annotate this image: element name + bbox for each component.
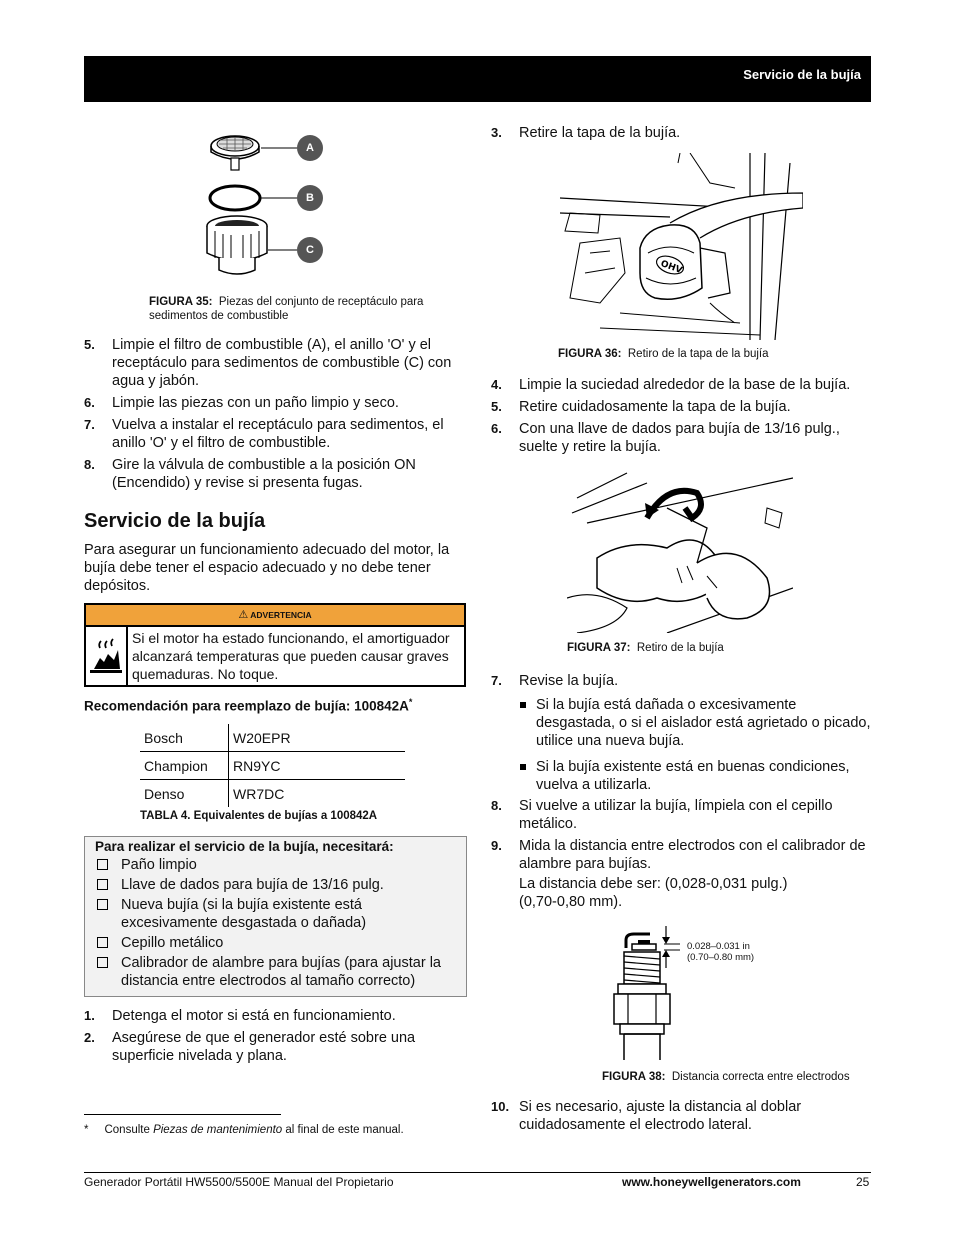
bottom-steps-list <box>84 1007 466 1069</box>
list-item: 6. Limpie las piezas con un paño limpio y seco. <box>84 395 399 411</box>
ohv-text: OHV <box>659 259 684 277</box>
step-7 <box>491 672 871 694</box>
checkbox-icon <box>97 957 108 968</box>
gap-inches: 0.028–0.031 in <box>687 941 750 952</box>
gap-mm: (0.70–0.80 mm) <box>687 952 755 963</box>
checkbox-icon <box>97 937 108 948</box>
list-item: Llave de dados para bujía de 13/16 pulg. <box>95 876 456 894</box>
figure-36-illustration <box>560 153 803 340</box>
section-title: Servicio de la bujía <box>84 510 266 532</box>
step-7-bullets <box>491 696 871 802</box>
header-bar <box>84 56 871 102</box>
list-item: 8. Si vuelve a utilizar la bujía, límpiela con el cepillo metálico. <box>491 798 833 832</box>
hot-surface-icon <box>86 627 128 685</box>
footer-url[interactable]: www.honeywellgenerators.com <box>622 1175 801 1189</box>
footnote: * Consulte Piezas de mantenimiento al final de este manual. <box>84 1124 404 1136</box>
list-item: 10. Si es necesario, ajuste la distancia al doblar cuidadosamente el electrodo lateral. <box>491 1099 802 1133</box>
footer-divider <box>84 1172 871 1173</box>
table-4-caption: TABLA 4. Equivalentes de bujías a 100842A <box>140 810 378 822</box>
list-item: 3. Retire la tapa de la bujía. <box>491 125 681 141</box>
list-item: Nueva bujía (si la bujía existente está excesivamente desgastada o dañada) <box>95 896 456 932</box>
table-row: Bosch W20EPR <box>140 724 405 752</box>
label-a-badge: A <box>297 135 323 161</box>
list-item: 2. Asegúrese de que el generador esté sobre una superficie nivelada y plana. <box>84 1030 416 1064</box>
list-item: 5. Limpie el filtro de combustible (A), el anillo 'O' y el receptáculo para sedimentos de combustible (C) con agua y jabón. <box>84 337 452 389</box>
checkbox-icon <box>97 879 108 890</box>
list-item: 7. Revise la bujía. <box>491 673 619 689</box>
spark-plug-equivalents-table <box>140 724 405 807</box>
warning-header <box>86 605 464 627</box>
table-row: Denso WR7DC <box>140 780 405 808</box>
figure-38-caption: FIGURA 38: Distancia correcta entre electrodos <box>602 1071 850 1083</box>
figure-37-illustration <box>567 468 793 633</box>
recommendation-text: Recomendación para reemplazo de bujía: 100842A <box>84 698 409 714</box>
list-item: 8. Gire la válvula de combustible a la posición ON (Encendido) y revise si presenta fugas. <box>84 457 416 491</box>
footnote-mark: * <box>84 1124 89 1136</box>
bullet-icon <box>520 764 526 770</box>
gap-labels <box>687 941 754 963</box>
gap-note: La distancia debe ser: (0,028-0,031 pulg.) (0,70-0,80 mm). <box>519 876 788 910</box>
page-number: 25 <box>856 1175 870 1189</box>
list-item: Si la bujía está dañada o excesivamente desgastada, o si el aislador está agrietado o picado, utilice una nueva bujía. <box>519 696 871 750</box>
list-item: 4. Limpie la suciedad alrededor de la base de la bujía. <box>491 377 851 393</box>
label-b-badge: B <box>297 185 323 211</box>
right-steps-b <box>491 797 871 877</box>
step-10 <box>491 1098 871 1138</box>
tools-needed-box <box>84 836 467 997</box>
warning-body <box>86 627 464 685</box>
figure-37-caption: FIGURA 37: Retiro de la bujía <box>567 642 724 654</box>
checkbox-icon <box>97 899 108 910</box>
left-steps-list <box>84 336 466 496</box>
list-item: Cepillo metálico <box>95 934 456 952</box>
list-item: 1. Detenga el motor si está en funcionamiento. <box>84 1008 396 1024</box>
recommendation-line <box>84 697 412 714</box>
checkbox-icon <box>97 859 108 870</box>
recommendation-mark: * <box>408 697 413 707</box>
tools-title: Para realizar el servicio de la bujía, necesitará: <box>95 839 394 854</box>
warning-box <box>84 603 466 687</box>
list-item: 9. Mida la distancia entre electrodos con el calibrador de alambre para bujías. <box>491 838 866 872</box>
figure-35-caption <box>149 295 469 323</box>
section-intro: Para asegurar un funcionamiento adecuado del motor, la bujía debe tener el espacio adecuado y no debe tener depósitos. <box>84 542 450 594</box>
right-steps-a <box>491 376 871 460</box>
list-item: Calibrador de alambre para bujías (para ajustar la distancia entre electrodos al tamaño correcto) <box>95 954 456 990</box>
warning-triangle-icon: ⚠ <box>238 609 249 621</box>
list-item: Paño limpio <box>95 856 456 874</box>
tools-list <box>95 856 456 990</box>
footnote-divider <box>84 1114 281 1115</box>
warning-text: Si el motor ha estado funcionando, el amortiguador alcanzará temperaturas que pueden causar graves quemaduras. No toque. <box>132 630 450 682</box>
figure-35-caption-label: FIGURA 35: <box>149 296 213 308</box>
list-item: 6. Con una llave de dados para bujía de 13/16 pulg., suelte y retire la bujía. <box>491 421 840 455</box>
figure-35-caption-text: Piezas del conjunto de receptáculo para sedimentos de combustible <box>149 296 424 322</box>
footer-left: Generador Portátil HW5500/5500E Manual del Propietario <box>84 1175 394 1189</box>
list-item: 7. Vuelva a instalar el receptáculo para sedimentos, el anillo 'O' y el filtro de combustible. <box>84 417 444 451</box>
header-title: Servicio de la bujía <box>743 67 861 82</box>
table-row: Champion RN9YC <box>140 752 405 780</box>
list-item: 5. Retire cuidadosamente la tapa de la bujía. <box>491 399 791 415</box>
warning-header-text: ADVERTENCIA <box>250 610 312 620</box>
bullet-icon <box>520 702 526 708</box>
figure-36-caption: FIGURA 36: Retiro de la tapa de la bujía <box>558 348 769 360</box>
list-item: Si la bujía existente está en buenas condiciones, vuelva a utilizarla. <box>519 758 871 794</box>
right-step-3 <box>491 124 871 146</box>
footnote-italic: Piezas de mantenimiento <box>153 1124 283 1136</box>
label-c-badge: C <box>297 237 323 263</box>
